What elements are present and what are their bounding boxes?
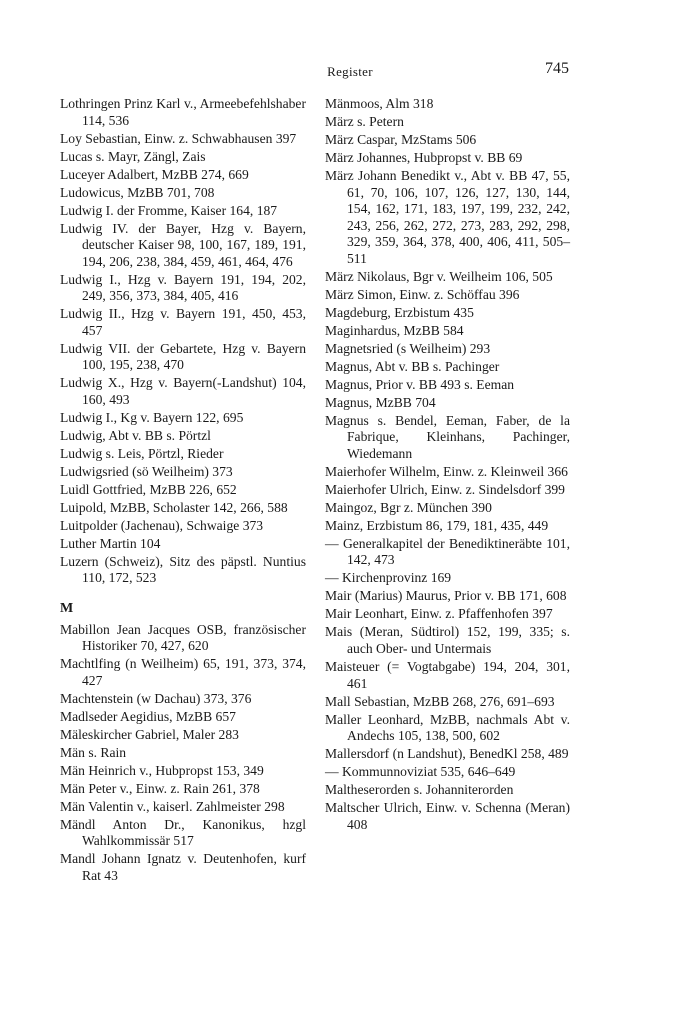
index-entry: Ludwig VII. der Gebartete, Hzg v. Bayern 100, 195, 238, 470 [60,340,306,373]
index-entry: Maingoz, Bgr z. München 390 [325,499,492,515]
index-entry: Män s. Rain [60,744,127,760]
page-number: 745 [545,60,569,77]
index-entry: Mabillon Jean Jacques OSB, französischer Historiker 70, 427, 620 [60,621,306,654]
index-entry: März Caspar, MzStams 506 [325,131,477,147]
index-entry: Lucas s. Mayr, Zängl, Zais [60,148,206,164]
index-entry: Mandl Johann Ignatz v. Deutenhofen, kurf Rat 43 [60,851,306,883]
index-entry: Luzern (Schweiz), Sitz des päpstl. Nuntius 110, 172, 523 [60,553,306,586]
index-entry: Ludwigsried (sö Weilheim) 373 [60,463,233,479]
index-entry: Luitpolder (Jachenau), Schwaige 373 [60,517,264,533]
index-entry: Mais (Meran, Südtirol) 152, 199, 335; s. auch Ober- und Untermais [325,624,570,656]
index-entry: Machtenstein (w Dachau) 373, 376 [60,690,252,706]
index-entry: Ludwig s. Leis, Pörtzl, Rieder [60,445,224,461]
index-entry: Mair Leonhart, Einw. z. Pfaffenhofen 397 [325,606,553,622]
index-entry: Maller Leonhard, MzBB, nachmals Abt v. Andechs 105, 138, 500, 602 [325,711,570,744]
index-entry: Magdeburg, Erzbistum 435 [325,304,474,320]
index-entry: Maisteuer (= Vogtabgabe) 194, 204, 301, 461 [325,658,570,691]
index-entry: Mänmoos, Alm 318 [325,96,434,111]
index-entry: Luidl Gottfried, MzBB 226, 652 [60,481,237,497]
index-entry: Ludwig IV. der Bayer, Hzg v. Bayern, deutscher Kaiser 98, 100, 167, 189, 191, 194, 206, 238, 384, 459, 461, 464, 476 [60,220,306,269]
index-entry: Ludwig I., Kg v. Bayern 122, 695 [60,409,244,425]
index-entry: Ludwig I. der Fromme, Kaiser 164, 187 [60,202,278,218]
index-entry: — Kirchenprovinz 169 [325,570,452,586]
index-entry: Mändl Anton Dr., Kanonikus, hzgl Wahlkommissär 517 [60,816,306,849]
index-entry: Män Peter v., Einw. z. Rain 261, 378 [60,780,260,796]
index-entry: Luceyer Adalbert, MzBB 274, 669 [60,166,249,182]
index-entry: Luther Martin 104 [60,535,161,551]
index-entry: Maierhofer Ulrich, Einw. z. Sindelsdorf 399 [325,481,565,497]
index-entry: Ludwig I., Hzg v. Bayern 191, 194, 202, 249, 356, 373, 384, 405, 416 [60,271,306,304]
running-header-title: Register [327,64,373,79]
index-entry: Loy Sebastian, Einw. z. Schwabhausen 397 [60,130,297,146]
index-entry: März Nikolaus, Bgr v. Weilheim 106, 505 [325,268,553,284]
index-entry: Machtlfing (n Weilheim) 65, 191, 373, 374, 427 [60,656,306,688]
index-column-right [325,96,570,835]
index-entry: Magnus s. Bendel, Eeman, Faber, de la Fabrique, Kleinhans, Pachinger, Wiedemann [325,412,570,461]
index-entry: Mainz, Erzbistum 86, 179, 181, 435, 449 [325,517,549,533]
index-entry: — Generalkapitel der Benediktineräbte 101, 142, 473 [325,535,570,568]
index-entry: Luipold, MzBB, Scholaster 142, 266, 588 [60,499,288,515]
index-entry: Män Heinrich v., Hubpropst 153, 349 [60,762,264,778]
index-entry: März s. Petern [325,113,404,129]
index-entry: Magnus, MzBB 704 [325,394,436,410]
index-entry: — Kommunnoviziat 535, 646–649 [325,764,516,780]
index-entry: Lothringen Prinz Karl v., Armeebefehlshaber 114, 536 [60,96,306,128]
index-entry: Ludowicus, MzBB 701, 708 [60,184,215,200]
index-entry: Ludwig X., Hzg v. Bayern(-Landshut) 104, 160, 493 [60,375,306,407]
index-entry: Magnus, Prior v. BB 493 s. Eeman [325,376,515,392]
index-entry: Mäleskircher Gabriel, Maler 283 [60,726,239,742]
index-entry: Maltscher Ulrich, Einw. v. Schenna (Meran) 408 [325,800,570,832]
index-entry: Maierhofer Wilhelm, Einw. z. Kleinweil 366 [325,463,568,479]
index-entry: Män Valentin v., kaiserl. Zahlmeister 298 [60,798,285,814]
index-entry: Mall Sebastian, MzBB 268, 276, 691–693 [325,693,555,709]
index-entry: Maginhardus, MzBB 584 [325,322,464,338]
index-entry: Magnetsried (s Weilheim) 293 [325,340,491,356]
index-entry: März Simon, Einw. z. Schöffau 396 [325,286,520,302]
index-entry: Mair (Marius) Maurus, Prior v. BB 171, 608 [325,588,567,604]
section-letter-heading: M [60,601,74,617]
index-entry: Madlseder Aegidius, MzBB 657 [60,708,236,724]
index-entry: Mallersdorf (n Landshut), BenedKl 258, 489 [325,746,569,762]
index-entry: März Johannes, Hubpropst v. BB 69 [325,149,523,165]
index-entry: Maltheserorden s. Johanniterorden [325,782,514,798]
index-entry: Magnus, Abt v. BB s. Pachinger [325,358,500,374]
index-entry: Ludwig II., Hzg v. Bayern 191, 450, 453, 457 [60,306,306,338]
index-entry: März Johann Benedikt v., Abt v. BB 47, 55, 61, 70, 106, 107, 126, 127, 130, 144, 154, 162, 171, 183, 197, 199, 232, 242, 243, 256, 262, 272, 273, 283, 292, 298, 329, 359, 364, 378, 400, 406, 411, 505–511 [325,167,570,266]
index-entry: Ludwig, Abt v. BB s. Pörtzl [60,427,211,443]
index-column-left [60,96,306,886]
